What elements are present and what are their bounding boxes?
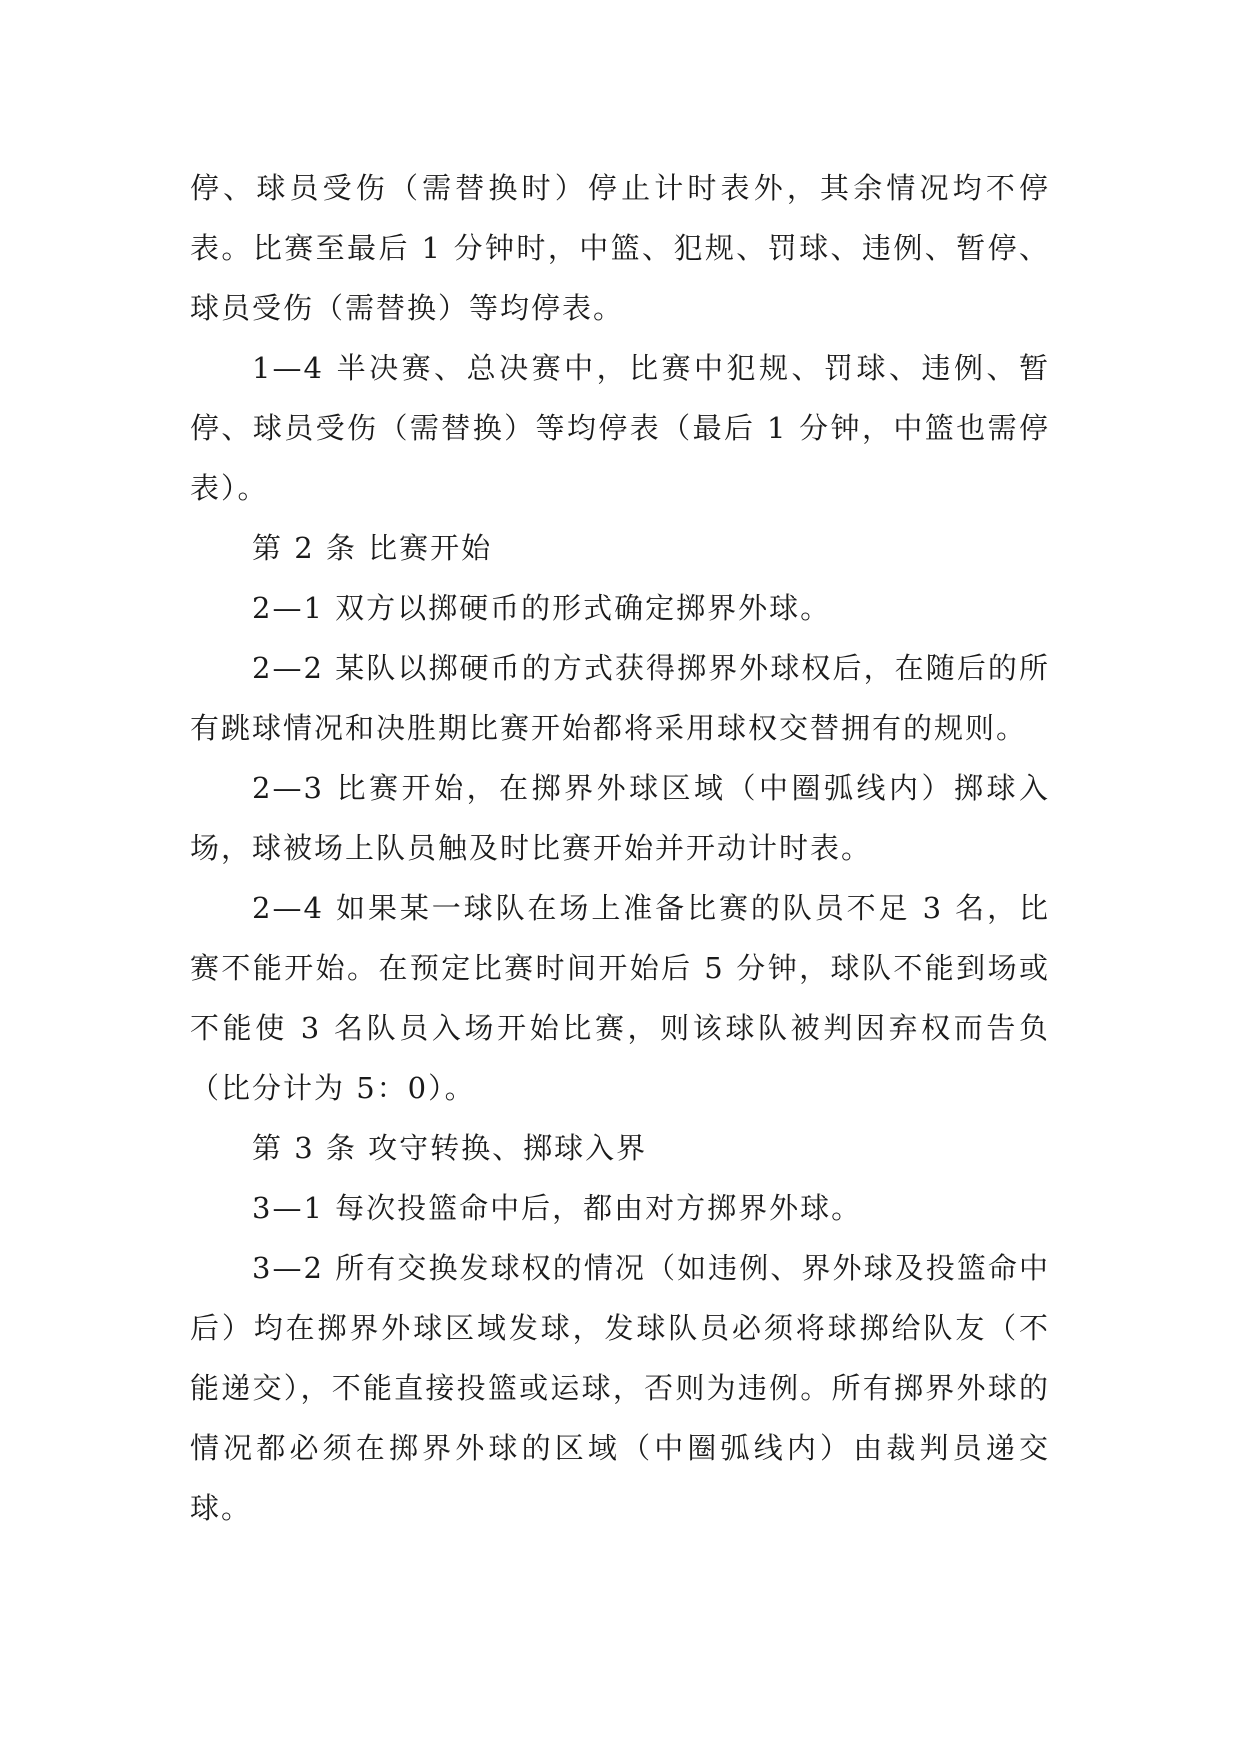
- paragraph-rule-3-2: 3—2 所有交换发球权的情况（如违例、界外球及投篮命中后）均在掷界外球区域发球，发球队员必须将球掷给队友（不能递交），不能直接投篮或运球，否则为违例。所有掷界外球的情况都必须在掷界外球的区域（中圈弧线内）由裁判员递交球。: [190, 1251, 1050, 1525]
- paragraph-rule-2-2: 2—2 某队以掷硬币的方式获得掷界外球权后，在随后的所有跳球情况和决胜期比赛开始都将采用球权交替拥有的规则。: [190, 651, 1050, 745]
- document-body: [190, 158, 1050, 1538]
- paragraph-continuation: 停、球员受伤（需替换时）停止计时表外，其余情况均不停表。比赛至最后 1 分钟时，中篮、犯规、罚球、违例、暂停、球员受伤（需替换）等均停表。: [190, 171, 1050, 325]
- paragraph-rule-2-3: 2—3 比赛开始，在掷界外球区域（中圈弧线内）掷球入场，球被场上队员触及时比赛开始并开动计时表。: [190, 771, 1050, 865]
- paragraph-rule-2-1: 2—1 双方以掷硬币的形式确定掷界外球。: [252, 591, 832, 625]
- paragraph-rule-1-4: 1—4 半决赛、总决赛中，比赛中犯规、罚球、违例、暂停、球员受伤（需替换）等均停表（最后 1 分钟，中篮也需停表）。: [190, 351, 1050, 505]
- section-heading-article-3: 第 3 条 攻守转换、掷球入界: [252, 1131, 648, 1165]
- paragraph-rule-2-4: 2—4 如果某一球队在场上准备比赛的队员不足 3 名，比赛不能开始。在预定比赛时间开始后 5 分钟，球队不能到场或不能使 3 名队员入场开始比赛，则该球队被判因弃权而告负（比分计为 5：0）。: [190, 891, 1050, 1105]
- paragraph-rule-3-1: 3—1 每次投篮命中后，都由对方掷界外球。: [252, 1191, 863, 1225]
- section-heading-article-2: 第 2 条 比赛开始: [252, 531, 493, 565]
